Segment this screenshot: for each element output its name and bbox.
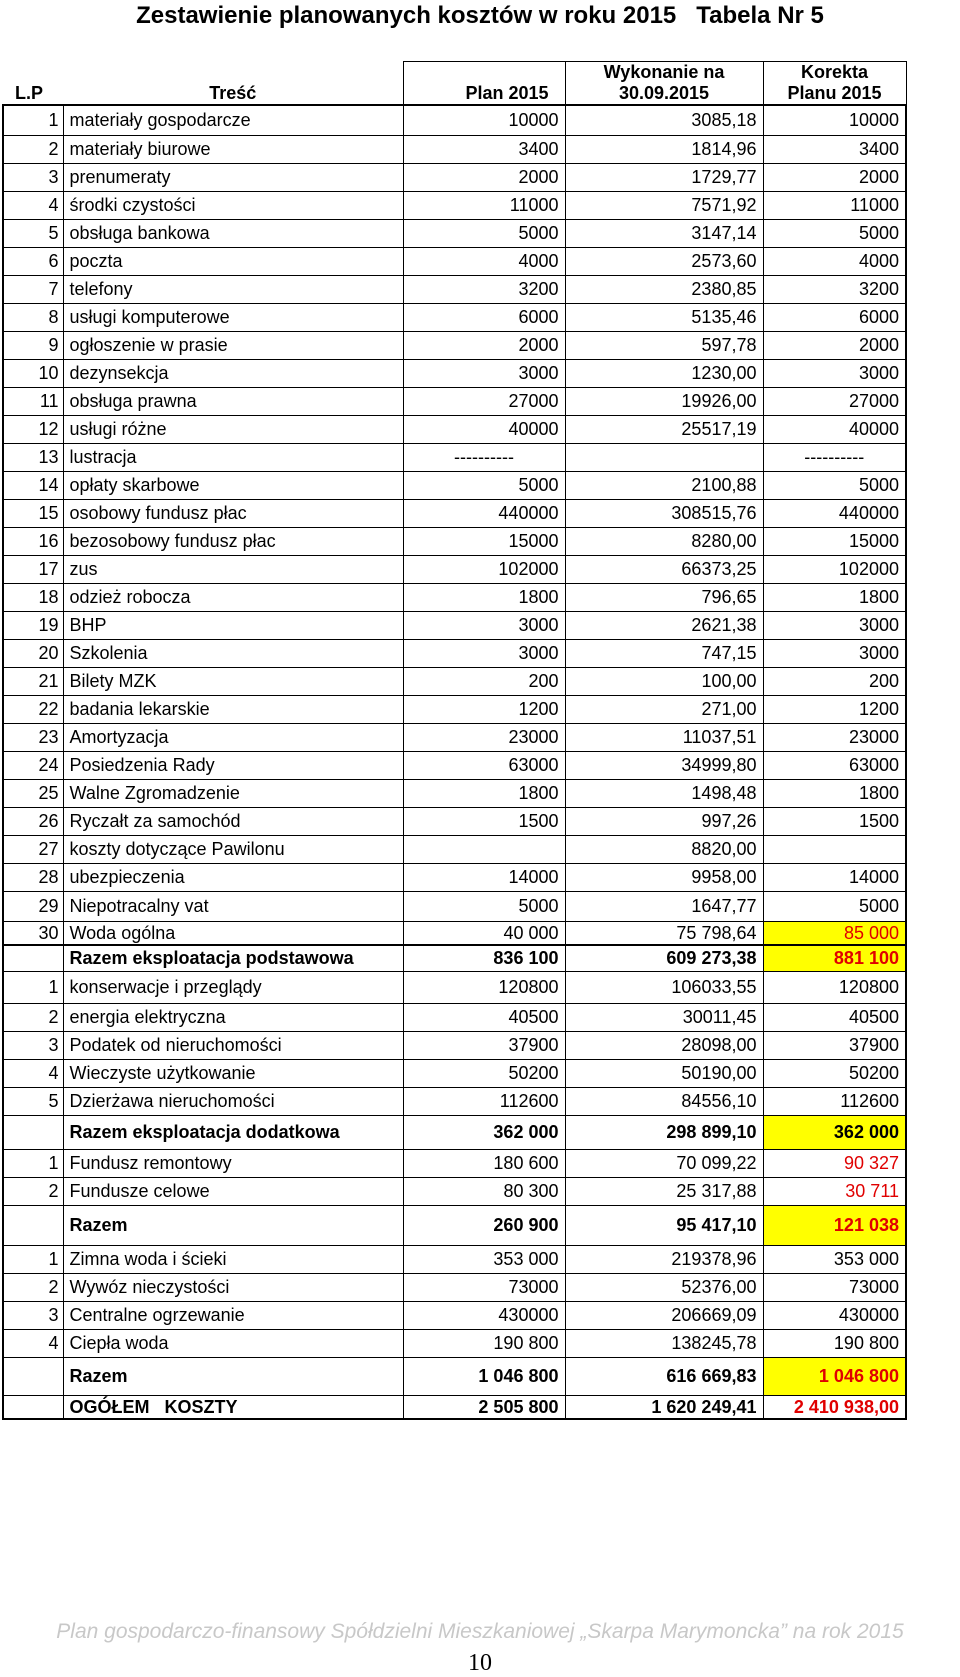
cell-corr: 1200 — [763, 695, 906, 723]
cell-exec: 9958,00 — [565, 863, 763, 891]
cell-exec: 34999,80 — [565, 751, 763, 779]
cell-lp: 27 — [3, 835, 63, 863]
cell-lp: 22 — [3, 695, 63, 723]
table-row — [3, 163, 906, 191]
cell-exec: 52376,00 — [565, 1273, 763, 1301]
header-name: Treść — [63, 62, 403, 106]
cell-name: obsługa prawna — [63, 387, 403, 415]
cell-exec: 95 417,10 — [565, 1205, 763, 1245]
cell-name: Razem eksploatacja dodatkowa — [63, 1115, 403, 1149]
cell-plan: 3400 — [403, 135, 565, 163]
cell-corr: 1500 — [763, 807, 906, 835]
table-row — [3, 751, 906, 779]
table-row — [3, 971, 906, 1003]
cell-lp: 24 — [3, 751, 63, 779]
cell-name: Bilety MZK — [63, 667, 403, 695]
cell-name: lustracja — [63, 443, 403, 471]
cell-plan: 2000 — [403, 163, 565, 191]
cell-exec: 298 899,10 — [565, 1115, 763, 1149]
cell-exec: 609 273,38 — [565, 945, 763, 971]
cell-name: Woda ogólna — [63, 921, 403, 945]
cell-name: ubezpieczenia — [63, 863, 403, 891]
cell-name: OGÓŁEM KOSZTY — [63, 1395, 403, 1419]
table-row — [3, 835, 906, 863]
cell-lp: 19 — [3, 611, 63, 639]
table-row — [3, 921, 906, 945]
cell-corr: 430000 — [763, 1301, 906, 1329]
cell-exec: 30011,45 — [565, 1003, 763, 1031]
cell-exec: 1230,00 — [565, 359, 763, 387]
cell-plan: 1800 — [403, 779, 565, 807]
header-row — [3, 62, 906, 106]
cell-corr: 102000 — [763, 555, 906, 583]
cell-plan: 3000 — [403, 611, 565, 639]
cell-lp: 3 — [3, 1301, 63, 1329]
table-row — [3, 415, 906, 443]
cell-lp: 20 — [3, 639, 63, 667]
cell-plan: 40 000 — [403, 921, 565, 945]
cell-corr: 15000 — [763, 527, 906, 555]
table-row — [3, 779, 906, 807]
table-row — [3, 105, 906, 135]
cell-dash: ---------- — [804, 447, 865, 467]
cell-name: bezosobowy fundusz płac — [63, 527, 403, 555]
cell-plan: 3000 — [403, 639, 565, 667]
cell-lp: 26 — [3, 807, 63, 835]
cell-plan: 2 505 800 — [403, 1395, 565, 1419]
cell-name: Posiedzenia Rady — [63, 751, 403, 779]
cell-name: Szkolenia — [63, 639, 403, 667]
cell-corr: 121 038 — [763, 1205, 906, 1245]
cell-lp: 1 — [3, 105, 63, 135]
table-row — [3, 1245, 906, 1273]
cell-name: konserwacje i przeglądy — [63, 971, 403, 1003]
cell-name: materiały biurowe — [63, 135, 403, 163]
cell-corr: 881 100 — [763, 945, 906, 971]
cell-exec: 1498,48 — [565, 779, 763, 807]
cell-name: Wieczyste użytkowanie — [63, 1059, 403, 1087]
header-execution-line1: Wykonanie na — [603, 62, 725, 82]
cell-lp: 8 — [3, 303, 63, 331]
cell-lp: 23 — [3, 723, 63, 751]
cell-plan: 6000 — [403, 303, 565, 331]
cell-corr: 120800 — [763, 971, 906, 1003]
cell-corr: 3000 — [763, 359, 906, 387]
cell-exec: 28098,00 — [565, 1031, 763, 1059]
cell-plan — [403, 835, 565, 863]
cell-lp: 4 — [3, 1329, 63, 1357]
cell-exec: 747,15 — [565, 639, 763, 667]
cell-corr: 3000 — [763, 611, 906, 639]
cell-exec: 1729,77 — [565, 163, 763, 191]
cell-corr: 5000 — [763, 219, 906, 247]
table-row — [3, 191, 906, 219]
cell-name: Razem eksploatacja podstawowa — [63, 945, 403, 971]
cell-plan: 430000 — [403, 1301, 565, 1329]
cell-plan: 4000 — [403, 247, 565, 275]
cell-corr: 1800 — [763, 583, 906, 611]
cell-exec: 796,65 — [565, 583, 763, 611]
table-row — [3, 1003, 906, 1031]
cell-name: poczta — [63, 247, 403, 275]
cell-corr: 50200 — [763, 1059, 906, 1087]
cell-exec: 1 620 249,41 — [565, 1395, 763, 1419]
cell-corr: 85 000 — [763, 921, 906, 945]
cell-name: energia elektryczna — [63, 1003, 403, 1031]
cell-plan: 80 300 — [403, 1177, 565, 1205]
cell-name: odzież robocza — [63, 583, 403, 611]
table-row — [3, 303, 906, 331]
cell-name: dezynsekcja — [63, 359, 403, 387]
table-row — [3, 723, 906, 751]
table-row — [3, 1329, 906, 1357]
subtotal-row — [3, 945, 906, 971]
header-execution — [565, 62, 763, 106]
header-correction — [763, 62, 906, 106]
cell-exec: 70 099,22 — [565, 1149, 763, 1177]
cell-exec: 75 798,64 — [565, 921, 763, 945]
cell-corr: 30 711 — [763, 1177, 906, 1205]
cell-exec: 997,26 — [565, 807, 763, 835]
cell-dash: ---------- — [454, 447, 514, 467]
cell-lp: 5 — [3, 219, 63, 247]
cell-name: Dzierżawa nieruchomości — [63, 1087, 403, 1115]
cell-name: Ciepła woda — [63, 1329, 403, 1357]
cell-name: prenumeraty — [63, 163, 403, 191]
cell-name: Centralne ogrzewanie — [63, 1301, 403, 1329]
cell-exec: 2573,60 — [565, 247, 763, 275]
cell-lp: 11 — [3, 387, 63, 415]
cell-plan: 362 000 — [403, 1115, 565, 1149]
cell-plan: 836 100 — [403, 945, 565, 971]
cell-lp: 25 — [3, 779, 63, 807]
cell-corr: 11000 — [763, 191, 906, 219]
cell-plan: 27000 — [403, 387, 565, 415]
cell-plan: 190 800 — [403, 1329, 565, 1357]
cell-exec: 106033,55 — [565, 971, 763, 1003]
cost-table — [2, 61, 907, 1420]
cell-corr: 40500 — [763, 1003, 906, 1031]
cell-corr: 362 000 — [763, 1115, 906, 1149]
cell-lp: 1 — [3, 1245, 63, 1273]
cell-exec: 3085,18 — [565, 105, 763, 135]
cell-lp: 6 — [3, 247, 63, 275]
table-row — [3, 583, 906, 611]
cell-lp: 2 — [3, 135, 63, 163]
table-row — [3, 1059, 906, 1087]
header-plan: Plan 2015 — [403, 62, 565, 106]
cell-lp — [3, 1357, 63, 1395]
cell-name: Fundusz remontowy — [63, 1149, 403, 1177]
cell-plan: 1200 — [403, 695, 565, 723]
cell-name: ogłoszenie w prasie — [63, 331, 403, 359]
cell-exec: 2621,38 — [565, 611, 763, 639]
table-row — [3, 527, 906, 555]
cell-lp: 13 — [3, 443, 63, 471]
cell-corr: 5000 — [763, 471, 906, 499]
cell-plan: 180 600 — [403, 1149, 565, 1177]
cell-corr: 112600 — [763, 1087, 906, 1115]
table-row — [3, 695, 906, 723]
cell-exec: 5135,46 — [565, 303, 763, 331]
cell-exec: 2380,85 — [565, 275, 763, 303]
cell-plan: 15000 — [403, 527, 565, 555]
table-row — [3, 1031, 906, 1059]
table-row — [3, 1273, 906, 1301]
cell-corr: 4000 — [763, 247, 906, 275]
table-row — [3, 443, 906, 471]
cell-plan: 102000 — [403, 555, 565, 583]
cell-lp: 14 — [3, 471, 63, 499]
cell-name: obsługa bankowa — [63, 219, 403, 247]
cell-plan: 5000 — [403, 219, 565, 247]
cell-lp: 4 — [3, 1059, 63, 1087]
cell-lp: 28 — [3, 863, 63, 891]
cell-name: Walne Zgromadzenie — [63, 779, 403, 807]
cell-lp: 30 — [3, 921, 63, 945]
cell-lp: 18 — [3, 583, 63, 611]
cell-lp: 21 — [3, 667, 63, 695]
cost-table-body — [3, 62, 906, 1420]
cell-plan: 260 900 — [403, 1205, 565, 1245]
cell-name: Razem — [63, 1205, 403, 1245]
cell-plan — [403, 443, 565, 471]
cell-name: Wywóz nieczystości — [63, 1273, 403, 1301]
cell-name: badania lekarskie — [63, 695, 403, 723]
cell-lp: 3 — [3, 163, 63, 191]
cell-lp — [3, 1205, 63, 1245]
header-lp: L.P — [3, 62, 63, 106]
cell-name: usługi komputerowe — [63, 303, 403, 331]
cell-plan: 5000 — [403, 471, 565, 499]
cell-lp — [3, 945, 63, 971]
cell-exec: 25 317,88 — [565, 1177, 763, 1205]
cell-corr: 3400 — [763, 135, 906, 163]
cell-name: Fundusze celowe — [63, 1177, 403, 1205]
cell-plan: 112600 — [403, 1087, 565, 1115]
cell-plan: 1800 — [403, 583, 565, 611]
table-row — [3, 331, 906, 359]
cell-exec: 1814,96 — [565, 135, 763, 163]
cell-lp: 7 — [3, 275, 63, 303]
cell-name: Ryczałt za samochód — [63, 807, 403, 835]
cell-corr: 73000 — [763, 1273, 906, 1301]
table-row — [3, 1149, 906, 1177]
cell-corr — [763, 443, 906, 471]
table-row — [3, 667, 906, 695]
cell-corr: 200 — [763, 667, 906, 695]
cell-exec: 11037,51 — [565, 723, 763, 751]
cell-lp: 2 — [3, 1273, 63, 1301]
cell-exec: 66373,25 — [565, 555, 763, 583]
cell-lp — [3, 1395, 63, 1419]
cell-name: materiały gospodarcze — [63, 105, 403, 135]
subtotal-row — [3, 1357, 906, 1395]
table-row — [3, 275, 906, 303]
cell-name: Podatek od nieruchomości — [63, 1031, 403, 1059]
cell-exec: 8820,00 — [565, 835, 763, 863]
cell-name: środki czystości — [63, 191, 403, 219]
cell-exec: 7571,92 — [565, 191, 763, 219]
cell-name: Amortyzacja — [63, 723, 403, 751]
cell-exec — [565, 443, 763, 471]
table-row — [3, 611, 906, 639]
table-row — [3, 863, 906, 891]
cell-exec: 616 669,83 — [565, 1357, 763, 1395]
cell-corr: 1800 — [763, 779, 906, 807]
header-correction-line2: Planu 2015 — [787, 83, 882, 103]
cell-plan: 1 046 800 — [403, 1357, 565, 1395]
cell-name: Razem — [63, 1357, 403, 1395]
table-row — [3, 359, 906, 387]
cell-corr: 2 410 938,00 — [763, 1395, 906, 1419]
table-row — [3, 639, 906, 667]
cell-corr: 440000 — [763, 499, 906, 527]
cell-corr: 37900 — [763, 1031, 906, 1059]
table-row — [3, 499, 906, 527]
cell-exec: 8280,00 — [565, 527, 763, 555]
cell-name: zus — [63, 555, 403, 583]
cell-exec: 84556,10 — [565, 1087, 763, 1115]
cell-plan: 40000 — [403, 415, 565, 443]
cell-lp: 16 — [3, 527, 63, 555]
cell-corr: 6000 — [763, 303, 906, 331]
table-row — [3, 471, 906, 499]
cell-plan: 63000 — [403, 751, 565, 779]
cell-name: Zimna woda i ścieki — [63, 1245, 403, 1273]
header-execution-line2: 30.09.2015 — [618, 83, 710, 103]
cell-plan: 40500 — [403, 1003, 565, 1031]
cell-lp: 15 — [3, 499, 63, 527]
cell-plan: 14000 — [403, 863, 565, 891]
cell-name: koszty dotyczące Pawilonu — [63, 835, 403, 863]
cell-name: BHP — [63, 611, 403, 639]
cell-name: osobowy fundusz płac — [63, 499, 403, 527]
cell-plan: 50200 — [403, 1059, 565, 1087]
cell-exec: 308515,76 — [565, 499, 763, 527]
table-row — [3, 1177, 906, 1205]
cell-exec: 19926,00 — [565, 387, 763, 415]
table-row — [3, 219, 906, 247]
cell-exec: 50190,00 — [565, 1059, 763, 1087]
cell-corr: 27000 — [763, 387, 906, 415]
cell-name: opłaty skarbowe — [63, 471, 403, 499]
cell-plan: 37900 — [403, 1031, 565, 1059]
cell-lp: 12 — [3, 415, 63, 443]
cell-lp: 5 — [3, 1087, 63, 1115]
cell-corr: 190 800 — [763, 1329, 906, 1357]
cell-exec: 219378,96 — [565, 1245, 763, 1273]
cell-corr: 2000 — [763, 331, 906, 359]
cell-exec: 138245,78 — [565, 1329, 763, 1357]
cell-lp: 4 — [3, 191, 63, 219]
grand-total-row — [3, 1395, 906, 1419]
cell-exec: 271,00 — [565, 695, 763, 723]
cell-exec: 100,00 — [565, 667, 763, 695]
cell-name: Niepotracalny vat — [63, 891, 403, 921]
cell-lp: 29 — [3, 891, 63, 921]
cell-name: usługi różne — [63, 415, 403, 443]
cell-lp: 17 — [3, 555, 63, 583]
cell-plan: 10000 — [403, 105, 565, 135]
cell-plan: 11000 — [403, 191, 565, 219]
cell-corr: 1 046 800 — [763, 1357, 906, 1395]
cell-lp: 3 — [3, 1031, 63, 1059]
cell-plan: 2000 — [403, 331, 565, 359]
cell-exec: 25517,19 — [565, 415, 763, 443]
cell-plan: 440000 — [403, 499, 565, 527]
cell-corr: 40000 — [763, 415, 906, 443]
table-row — [3, 555, 906, 583]
cell-plan: 3200 — [403, 275, 565, 303]
cell-exec: 597,78 — [565, 331, 763, 359]
cell-lp: 2 — [3, 1003, 63, 1031]
table-row — [3, 247, 906, 275]
table-row — [3, 135, 906, 163]
cell-exec: 1647,77 — [565, 891, 763, 921]
cell-plan: 3000 — [403, 359, 565, 387]
cell-plan: 5000 — [403, 891, 565, 921]
cell-lp: 9 — [3, 331, 63, 359]
page-number: 10 — [468, 1650, 492, 1676]
cell-plan: 1500 — [403, 807, 565, 835]
cell-corr: 90 327 — [763, 1149, 906, 1177]
cell-lp: 1 — [3, 971, 63, 1003]
table-row — [3, 1087, 906, 1115]
cell-plan: 353 000 — [403, 1245, 565, 1273]
cell-corr: 14000 — [763, 863, 906, 891]
cell-corr: 5000 — [763, 891, 906, 921]
cell-exec: 2100,88 — [565, 471, 763, 499]
cell-corr: 353 000 — [763, 1245, 906, 1273]
cell-corr: 63000 — [763, 751, 906, 779]
cell-corr: 23000 — [763, 723, 906, 751]
cell-plan: 73000 — [403, 1273, 565, 1301]
cell-name: telefony — [63, 275, 403, 303]
cell-corr: 2000 — [763, 163, 906, 191]
cell-exec: 206669,09 — [565, 1301, 763, 1329]
cell-lp: 10 — [3, 359, 63, 387]
table-row — [3, 1301, 906, 1329]
page-title: Zestawienie planowanych kosztów w roku 2015 Tabela Nr 5 — [136, 2, 824, 29]
cell-plan: 23000 — [403, 723, 565, 751]
cell-plan: 200 — [403, 667, 565, 695]
subtotal-row — [3, 1115, 906, 1149]
table-row — [3, 807, 906, 835]
cell-corr: 10000 — [763, 105, 906, 135]
cell-corr — [763, 835, 906, 863]
cell-corr: 3200 — [763, 275, 906, 303]
header-correction-line1: Korekta — [800, 62, 869, 82]
cell-corr: 3000 — [763, 639, 906, 667]
document-footer: Plan gospodarczo-finansowy Spółdzielni Mieszkaniowej „Skarpa Marymoncka” na rok 2015 — [56, 1620, 904, 1643]
table-row — [3, 387, 906, 415]
table-row — [3, 891, 906, 921]
cell-exec: 3147,14 — [565, 219, 763, 247]
cell-plan: 120800 — [403, 971, 565, 1003]
cell-lp: 1 — [3, 1149, 63, 1177]
subtotal-row — [3, 1205, 906, 1245]
cell-lp: 2 — [3, 1177, 63, 1205]
cell-lp — [3, 1115, 63, 1149]
